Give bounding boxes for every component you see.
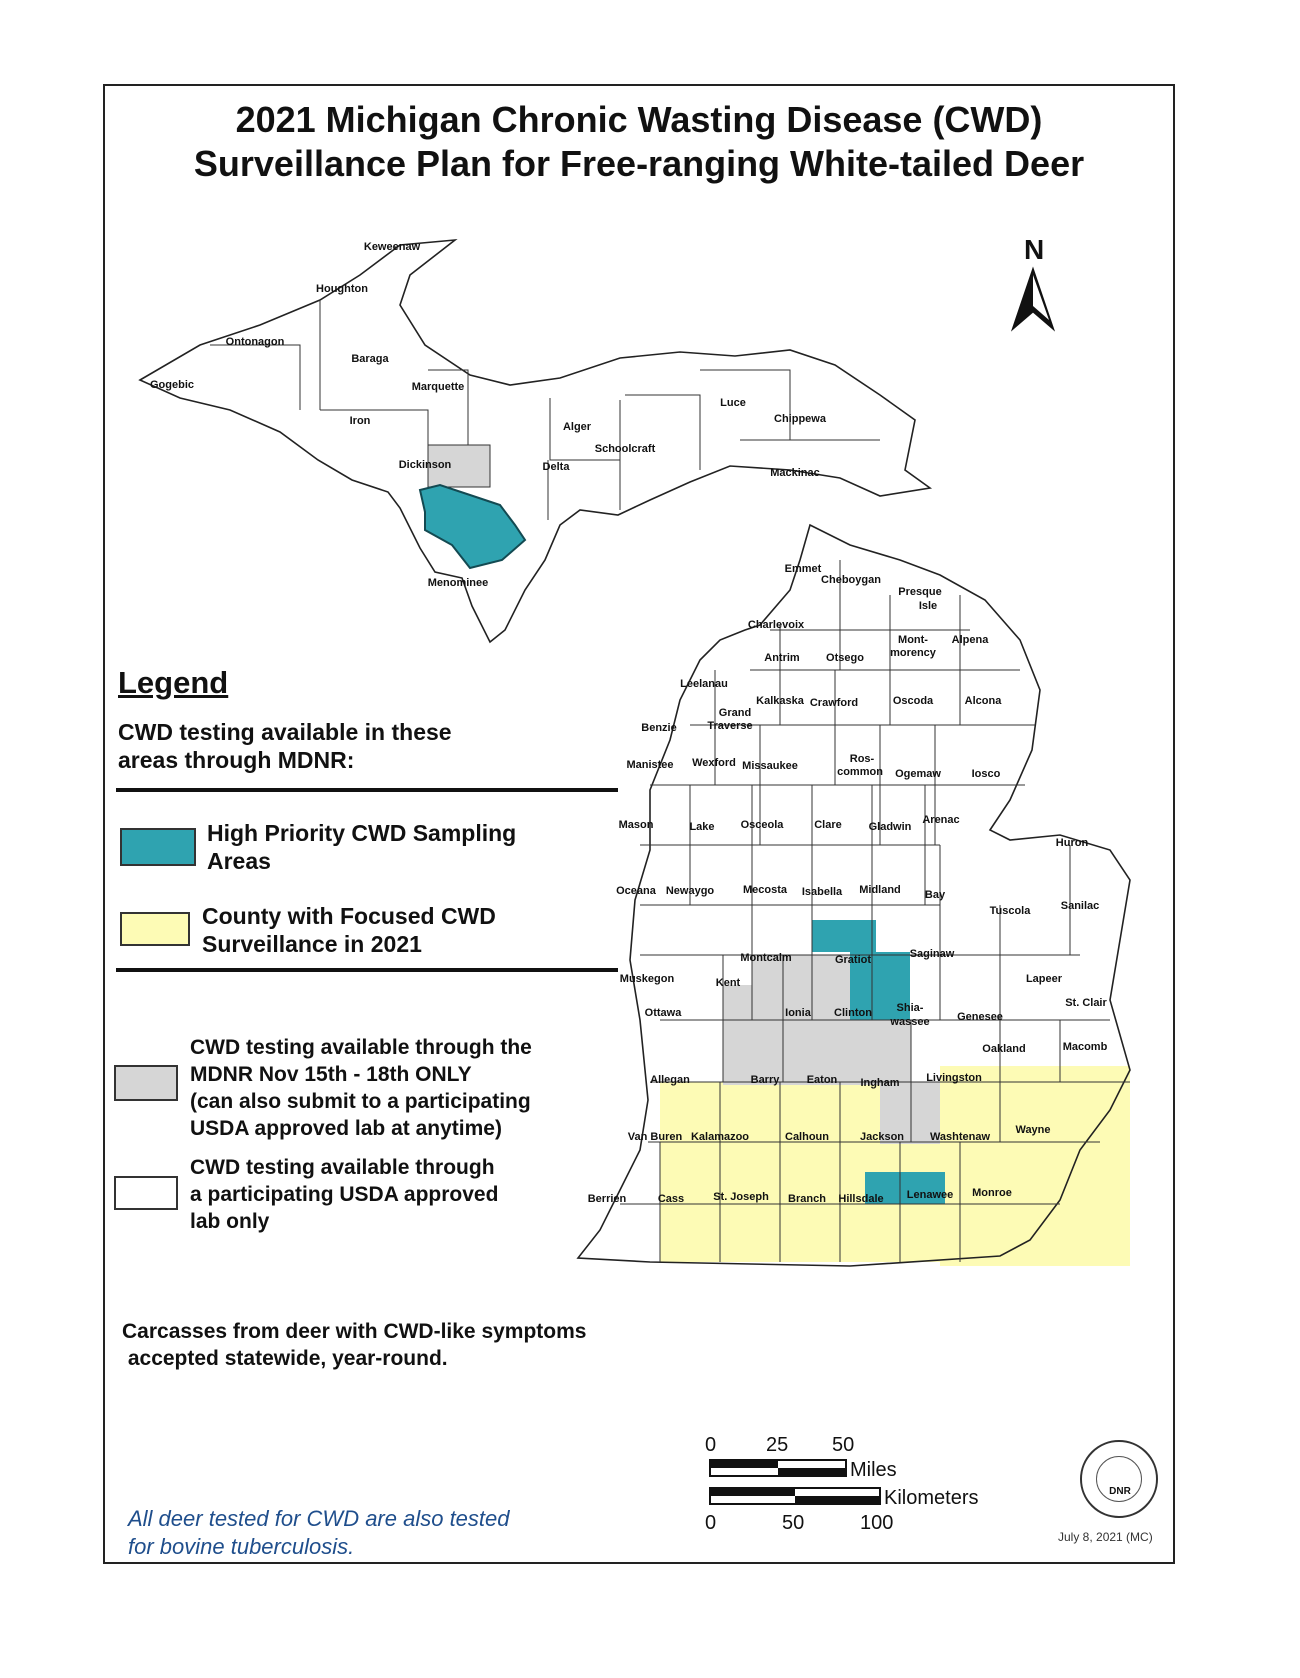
lower-county-label: Oceana xyxy=(616,885,656,897)
lower-county-label: Traverse xyxy=(707,720,753,732)
lower-county-label: Branch xyxy=(788,1193,826,1205)
lower-county-label: Saginaw xyxy=(909,948,955,960)
lower-county-label: Manistee xyxy=(626,759,674,771)
lower-county-label: Bay xyxy=(924,889,946,901)
dnr-seal-logo xyxy=(1080,1440,1158,1518)
swatch-usda-only xyxy=(114,1176,178,1210)
upper-county-label: Delta xyxy=(542,461,570,473)
lower-county-label: Ionia xyxy=(785,1007,811,1019)
lower-county-label: Cheboygan xyxy=(821,574,881,586)
lower-county-label: Isabella xyxy=(801,886,843,898)
legend-usda-line-1: CWD testing available through xyxy=(190,1156,495,1179)
legend-mdnr xyxy=(190,1034,532,1142)
lower-county-label: Mont- xyxy=(898,634,928,646)
lower-county-label: Eaton xyxy=(806,1074,838,1086)
scale-miles-unit: Miles xyxy=(850,1459,897,1481)
scale-miles-tick-50: 50 xyxy=(832,1434,855,1456)
lower-county-label: Leelanau xyxy=(680,678,728,690)
km-bar-seg2 xyxy=(795,1496,880,1504)
lower-county-label: Clare xyxy=(814,819,842,831)
legend-intro-line-2: areas through MDNR: xyxy=(118,747,355,773)
upper-county-label: Mackinac xyxy=(770,467,820,479)
lower-county-label: St. Joseph xyxy=(713,1191,769,1203)
lower-county-label: Van Buren xyxy=(627,1131,683,1143)
lower-county-label: Hillsdale xyxy=(838,1193,884,1205)
lower-county-label: Muskegon xyxy=(619,973,675,985)
mdnr-fill-clinton xyxy=(851,1020,911,1085)
legend-high-priority-line-1: High Priority CWD Sampling xyxy=(207,820,517,846)
tb-note xyxy=(128,1505,588,1561)
lower-county-label: Otsego xyxy=(826,652,864,664)
lower-county-label: Shia- xyxy=(896,1002,924,1014)
upper-county-label: Gogebic xyxy=(149,379,195,391)
lower-county-label: Crawford xyxy=(809,697,859,709)
lower-county-label: St. Clair xyxy=(1065,997,1107,1009)
lower-county-label: Tuscola xyxy=(989,905,1031,917)
legend-heading: Legend xyxy=(118,665,229,700)
scale-km-unit: Kilometers xyxy=(884,1487,979,1509)
legend-usda-line-3: lab only xyxy=(190,1210,270,1233)
upper-county-label: Baraga xyxy=(351,353,389,365)
lower-county-label: Calhoun xyxy=(785,1131,829,1143)
lower-county-label: Mecosta xyxy=(742,884,788,896)
lower-county-label: Livingston xyxy=(926,1072,982,1084)
hp-fill-isabella xyxy=(812,920,876,952)
legend-intro xyxy=(118,718,452,774)
upper-county-label: Luce xyxy=(720,397,746,409)
upper-county-label: Ontonagon xyxy=(225,336,285,348)
upper-county-label: Houghton xyxy=(316,283,368,295)
lower-county-label: Arenac xyxy=(922,814,960,826)
scale-km-tick-50: 50 xyxy=(782,1512,805,1534)
tb-note-line-1: All deer tested for CWD are also tested xyxy=(128,1506,510,1531)
upper-county-label: Chippewa xyxy=(774,413,826,425)
legend-usda-line-2: a participating USDA approved xyxy=(190,1183,499,1206)
upper-county-label: Alger xyxy=(562,421,592,433)
lower-county-label: Isle xyxy=(918,600,938,612)
title-line-2: Surveillance Plan for Free-ranging White-tailed Deer xyxy=(193,143,1085,184)
lower-county-label: Oakland xyxy=(982,1043,1026,1055)
legend-focused-line-1: County with Focused CWD xyxy=(202,903,496,929)
carcass-note-line-1: Carcasses from deer with CWD-like symptoms xyxy=(122,1320,587,1343)
dnr-seal-inner xyxy=(1096,1456,1142,1502)
swatch-focused xyxy=(120,912,190,946)
lower-county-label: Huron xyxy=(1055,837,1089,849)
legend-rule-bottom xyxy=(116,968,618,972)
legend-high-priority-line-2: Areas xyxy=(207,848,271,874)
scale-miles-tick-0: 0 xyxy=(705,1434,717,1456)
carcass-note-line-2: accepted statewide, year-round. xyxy=(127,1347,448,1370)
lower-county-label: Ogemaw xyxy=(895,768,941,780)
legend-focused xyxy=(202,902,496,958)
tb-note-line-2: for bovine tuberculosis. xyxy=(128,1534,355,1559)
lower-county-label: Mason xyxy=(618,819,654,831)
lower-county-label: Ros- xyxy=(849,753,875,765)
lower-county-label: Ottawa xyxy=(644,1007,682,1019)
lower-county-label: Missaukee xyxy=(742,760,798,772)
upper-county-label: Menominee xyxy=(427,577,489,589)
carcass-note xyxy=(122,1318,586,1372)
lower-county-label: Iosco xyxy=(971,768,1001,780)
north-label: N xyxy=(1024,234,1045,265)
title-line-1: 2021 Michigan Chronic Wasting Disease (CWD) xyxy=(235,99,1043,140)
legend-high-priority xyxy=(207,819,516,875)
lower-county-label: Osceola xyxy=(740,819,784,831)
lower-county-label: Oscoda xyxy=(892,695,934,707)
lower-county-label: Alpena xyxy=(951,634,989,646)
upper-county-label: Iron xyxy=(349,415,371,427)
upper-peninsula-outline xyxy=(140,240,930,642)
lower-county-label: Benzie xyxy=(641,722,677,734)
lower-county-label: Lake xyxy=(689,821,715,833)
lower-county-label: Gratiot xyxy=(834,954,872,966)
upper-county-label: Schoolcraft xyxy=(594,443,656,455)
legend-usda xyxy=(190,1154,498,1235)
legend-focused-line-2: Surveillance in 2021 xyxy=(202,931,422,957)
miles-bar-seg1 xyxy=(710,1460,778,1468)
lower-county-label: Midland xyxy=(859,884,901,896)
lower-county-label: Wexford xyxy=(692,757,736,769)
upper-county-label: Keweenaw xyxy=(363,241,421,253)
lower-county-label: Montcalm xyxy=(740,952,792,964)
lower-county-label: Jackson xyxy=(859,1131,905,1143)
lower-county-label: Genesee xyxy=(957,1011,1003,1023)
lower-county-label: Antrim xyxy=(764,652,800,664)
legend-mdnr-line-2: MDNR Nov 15th - 18th ONLY xyxy=(190,1063,472,1086)
lower-county-label: common xyxy=(837,766,883,778)
lower-county-label: Kalamazoo xyxy=(690,1131,750,1143)
lower-county-label: Monroe xyxy=(972,1187,1012,1199)
dnr-seal-text: DNR xyxy=(1109,1486,1131,1497)
lower-county-label: morency xyxy=(890,647,936,659)
legend-mdnr-line-3: (can also submit to a participating xyxy=(190,1090,531,1113)
lower-county-label: Grand xyxy=(718,707,752,719)
lower-county-label: wassee xyxy=(890,1016,930,1028)
lower-county-label: Sanilac xyxy=(1060,900,1100,912)
lower-county-label: Lenawee xyxy=(906,1189,954,1201)
lower-county-label: Presque xyxy=(898,586,942,598)
lower-county-label: Allegan xyxy=(650,1074,690,1086)
mdnr-fill-kent xyxy=(723,985,783,1085)
lower-county-label: Clinton xyxy=(834,1007,872,1019)
km-bar-seg1 xyxy=(710,1488,795,1496)
lower-county-label: Wayne xyxy=(1015,1124,1051,1136)
focused-fill-east xyxy=(940,1066,1130,1266)
legend-mdnr-line-1: CWD testing available through the xyxy=(190,1036,532,1059)
lower-county-label: Gladwin xyxy=(868,821,912,833)
lower-county-label: Washtenaw xyxy=(929,1131,991,1143)
lower-county-label: Ingham xyxy=(860,1077,900,1089)
scale-miles-tick-25: 25 xyxy=(766,1434,789,1456)
lower-county-label: Kent xyxy=(715,977,741,989)
scale-km-tick-100: 100 xyxy=(860,1512,894,1534)
lower-county-label: Kalkaska xyxy=(756,695,804,707)
swatch-high-priority xyxy=(120,828,196,866)
upper-county-label: Marquette xyxy=(411,381,465,393)
lower-county-label: Charlevoix xyxy=(747,619,805,631)
lower-county-label: Alcona xyxy=(964,695,1002,707)
lower-county-label: Lapeer xyxy=(1025,973,1063,985)
lower-county-label: Newaygo xyxy=(665,885,715,897)
lower-peninsula-fills xyxy=(657,920,1130,1266)
legend-rule-top xyxy=(116,788,618,792)
map-date: July 8, 2021 (MC) xyxy=(1058,1530,1153,1544)
lower-county-label: Berrien xyxy=(587,1193,627,1205)
legend-mdnr-line-4: USDA approved lab at anytime) xyxy=(190,1117,502,1140)
lower-county-label: Cass xyxy=(657,1193,685,1205)
lower-county-label: Barry xyxy=(750,1074,780,1086)
scale-km-tick-0: 0 xyxy=(705,1512,717,1534)
miles-bar-seg2 xyxy=(778,1468,846,1476)
upper-county-label: Dickinson xyxy=(398,459,452,471)
lower-county-label: Emmet xyxy=(784,563,822,575)
swatch-mdnr-window xyxy=(114,1065,178,1101)
legend-intro-line-1: CWD testing available in these xyxy=(118,719,452,745)
lower-county-label: Macomb xyxy=(1062,1041,1108,1053)
